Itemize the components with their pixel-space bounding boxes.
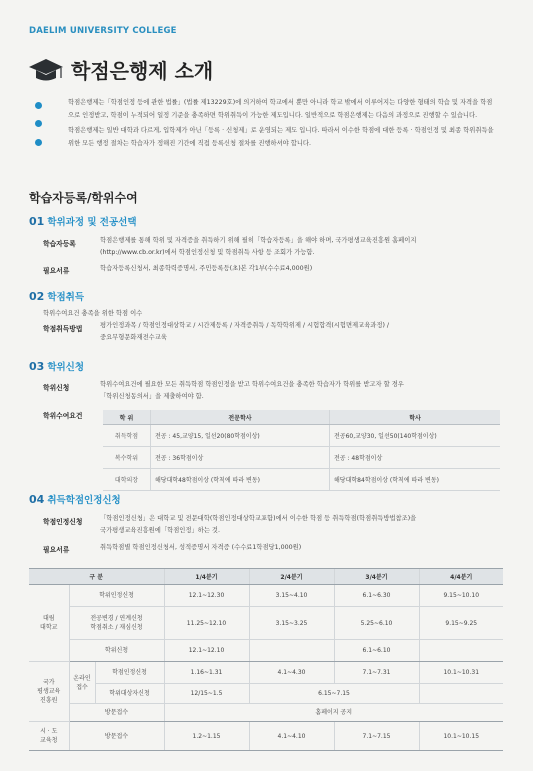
- table-cell: 7.1~7.15: [334, 722, 419, 751]
- step-number: 02: [29, 290, 45, 303]
- step-4-heading: [29, 492, 121, 506]
- table-cell: 홈페이지 공지: [164, 704, 503, 722]
- step-number: 03: [29, 360, 45, 373]
- table-row: [103, 425, 500, 447]
- step-3-heading: [29, 359, 84, 373]
- table-cell: 학점인정신청: [95, 662, 164, 684]
- table-cell: 6.1~6.10: [334, 640, 419, 662]
- table-row: [29, 640, 503, 662]
- table-cell: [249, 640, 334, 662]
- table-cell: 12.1~12.30: [164, 585, 249, 607]
- table-cell: 6.1~6.30: [334, 585, 419, 607]
- table-cell: 학위인정신청: [69, 585, 164, 607]
- required-docs-text: 학습자등록신청서, 최종학력증명서, 주민등록등(초)본 각1부(수수료4,000원): [100, 265, 313, 272]
- table-header: 3/4분기: [334, 569, 419, 585]
- table-cell: 9.15~10.10: [419, 585, 503, 607]
- group-online: 온라인 접수: [69, 662, 95, 704]
- table-cell: 1.2~1.15: [164, 722, 249, 751]
- table-header: 2/4분기: [249, 569, 334, 585]
- table-cell: 전공 : 45,교양15, 일선20(80학점이상): [151, 425, 330, 447]
- table-cell: 방문접수: [69, 722, 164, 751]
- intro-paragraph: 학점은행제는 일반 대학과 다르게, 입학제가 아닌「등록 · 신청제」로 운영되는 제도 입니다. 따라서 이수한 학점에 대한 등록 · 학점인정 및 최종 학위취득을 위한 모든 행정 절차는 학습자가 정해진 기간에 직접 등록신청 절차를 진행하셔야 합니다.: [68, 127, 494, 147]
- text-line: 「학점인정신청」은 대학교 및 전문대학(학점인정대상학교포함)에서 이수한 학점 등 취득학점(학점취득방법참조)을: [100, 515, 417, 522]
- table-row: [29, 684, 503, 704]
- step-number: 01: [29, 215, 45, 228]
- group-nile: 국가 평생교육 진흥원: [29, 662, 69, 722]
- step-title: 학위신청: [47, 362, 85, 373]
- credit-requirement-text: 학위수여요건 충족을 위한 학점 이수: [43, 310, 143, 317]
- text-line: 학위수여요건에 필요한 모든 취득학점 학점인정을 받고 학위수여요건을 충족한 학습자가 학위를 받고자 할 경우: [100, 381, 404, 388]
- table-cell: [419, 640, 503, 662]
- degree-requirements-table: [103, 410, 500, 491]
- table-cell: 해당대학84학점이상 (학칙에 따라 변동): [330, 469, 501, 491]
- page-title: 학점은행제 소개: [71, 59, 214, 83]
- table-row: [29, 585, 503, 607]
- table-cell: 7.1~7.31: [334, 662, 419, 684]
- table-cell: 12.1~12.10: [164, 640, 249, 662]
- intro-paragraph: 학점은행제는「학점인정 등에 관한 법률」(법률 제13229호)에 의거하여 학교에서 뿐만 아니라 학교 밖에서 이루어지는 다양한 형태의 학습 및 자격을 학점으로 인정받고, 학점이 누적되어 일정 기준을 충족하면 학위취득이 가능한 제도입니다. 일반적으로 학점은행제는 다음의 과정으로 진행할 수 있습니다.: [68, 99, 493, 119]
- text-line: (http://www.cb.or.kr)에서 학점인정신청 및 학점취득 사항 등 조회가 가능함.: [100, 249, 315, 256]
- required-docs-2-text: 취득학점별 학점인정신청서, 성적증명서 자격증 (수수료1학점당1,000원): [100, 544, 302, 551]
- section-title: 학습자등록/학위수여: [29, 191, 138, 205]
- table-cell: 학위신청: [69, 640, 164, 662]
- table-cell: 복수학위: [103, 447, 151, 469]
- table-cell: 전공변경 / 연계신청 학점취소 / 재심신청: [69, 607, 164, 640]
- group-daelim: 대림 대학교: [29, 585, 69, 662]
- table-row: [29, 722, 503, 751]
- step-1-heading: [29, 214, 137, 228]
- table-cell: 4.1~4.30: [249, 662, 334, 684]
- table-cell: 10.1~10.15: [419, 722, 503, 751]
- step-title: 학위과정 및 전공선택: [47, 217, 137, 228]
- group-sido: 시 · 도 교육청: [29, 722, 69, 751]
- text-line: 「학위신청동의서」을 제출하여야 함.: [100, 393, 204, 400]
- step-number: 04: [29, 493, 45, 506]
- table-row: [29, 704, 503, 722]
- credit-methods-text: [100, 320, 505, 344]
- table-row: [29, 607, 503, 640]
- label-credit-recognition: 학점인정신청: [43, 518, 83, 526]
- intro-text: [68, 97, 498, 153]
- bullet-dot: [35, 120, 42, 127]
- degree-application-text: [100, 379, 505, 403]
- table-cell: 10.1~10.31: [419, 662, 503, 684]
- text-line: 학점은행제를 통해 학위 및 자격증을 취득하기 위해 필히「학습자등록」을 해야 하며, 국가평생교육진흥원 홈페이지: [100, 237, 417, 244]
- learner-registration-text: [100, 235, 505, 259]
- table-cell: 전공 : 36학점이상: [151, 447, 330, 469]
- table-cell: [419, 684, 503, 704]
- credit-recognition-text: [100, 513, 505, 537]
- schedule-table: [29, 568, 503, 751]
- label-required-docs-2: 필요서류: [43, 546, 70, 554]
- label-required-docs: 필요서류: [43, 267, 70, 275]
- table-cell: 4.1~4.10: [249, 722, 334, 751]
- table-header: 학사: [330, 410, 501, 425]
- table-cell: 전공60,교양30, 일선50(140학점이상): [330, 425, 501, 447]
- table-cell: 5.25~6.10: [334, 607, 419, 640]
- text-line: 중요무형문화재전수교육: [100, 334, 167, 341]
- graduation-cap-icon: [28, 56, 64, 84]
- table-cell: 12/15~1.5: [164, 684, 249, 704]
- table-cell: 9.15~9.25: [419, 607, 503, 640]
- table-header: 전문학사: [151, 410, 330, 425]
- table-cell: 1.16~1.31: [164, 662, 249, 684]
- label-learner-registration: 학습자등록: [43, 240, 76, 248]
- step-title: 학점취득: [47, 292, 85, 303]
- table-cell: 해당대학48학점이상 (학칙에 따라 변동): [151, 469, 330, 491]
- text-line: 국가평생교육진흥원에「학점인정」하는 것.: [100, 527, 221, 534]
- label-degree-requirements: 학위수여요건: [43, 412, 83, 420]
- bullet-dot: [35, 139, 42, 146]
- text-line: 평가인정과목 / 학점인정대상학교 / 시간제등록 / 자격증취득 / 독학학위제 / 시험합격(시험면제교육과정) /: [100, 322, 390, 329]
- table-cell: 6.15~7.15: [249, 684, 419, 704]
- college-name: DAELIM UNIVERSITY COLLEGE: [29, 26, 177, 36]
- table-header: 구 분: [29, 569, 164, 585]
- table-header: 학 위: [103, 410, 151, 425]
- table-header: 1/4분기: [164, 569, 249, 585]
- table-cell: 취득학점: [103, 425, 151, 447]
- table-cell: 대학의장: [103, 469, 151, 491]
- table-cell: 방문접수: [69, 704, 164, 722]
- label-credit-methods: 학점취득방법: [43, 325, 83, 333]
- table-row: [103, 447, 500, 469]
- table-cell: 학위대상자신청: [95, 684, 164, 704]
- table-cell: 11.25~12.10: [164, 607, 249, 640]
- label-degree-application: 학위신청: [43, 384, 70, 392]
- table-cell: 전공 : 48학점이상: [330, 447, 501, 469]
- table-header: 4/4분기: [419, 569, 503, 585]
- table-row: [103, 469, 500, 491]
- table-cell: 3.15~4.10: [249, 585, 334, 607]
- table-row: [29, 662, 503, 684]
- table-cell: 3.15~3.25: [249, 607, 334, 640]
- step-2-heading: [29, 289, 84, 303]
- step-title: 취득학점인정신청: [47, 495, 121, 506]
- bullet-dot: [35, 102, 42, 109]
